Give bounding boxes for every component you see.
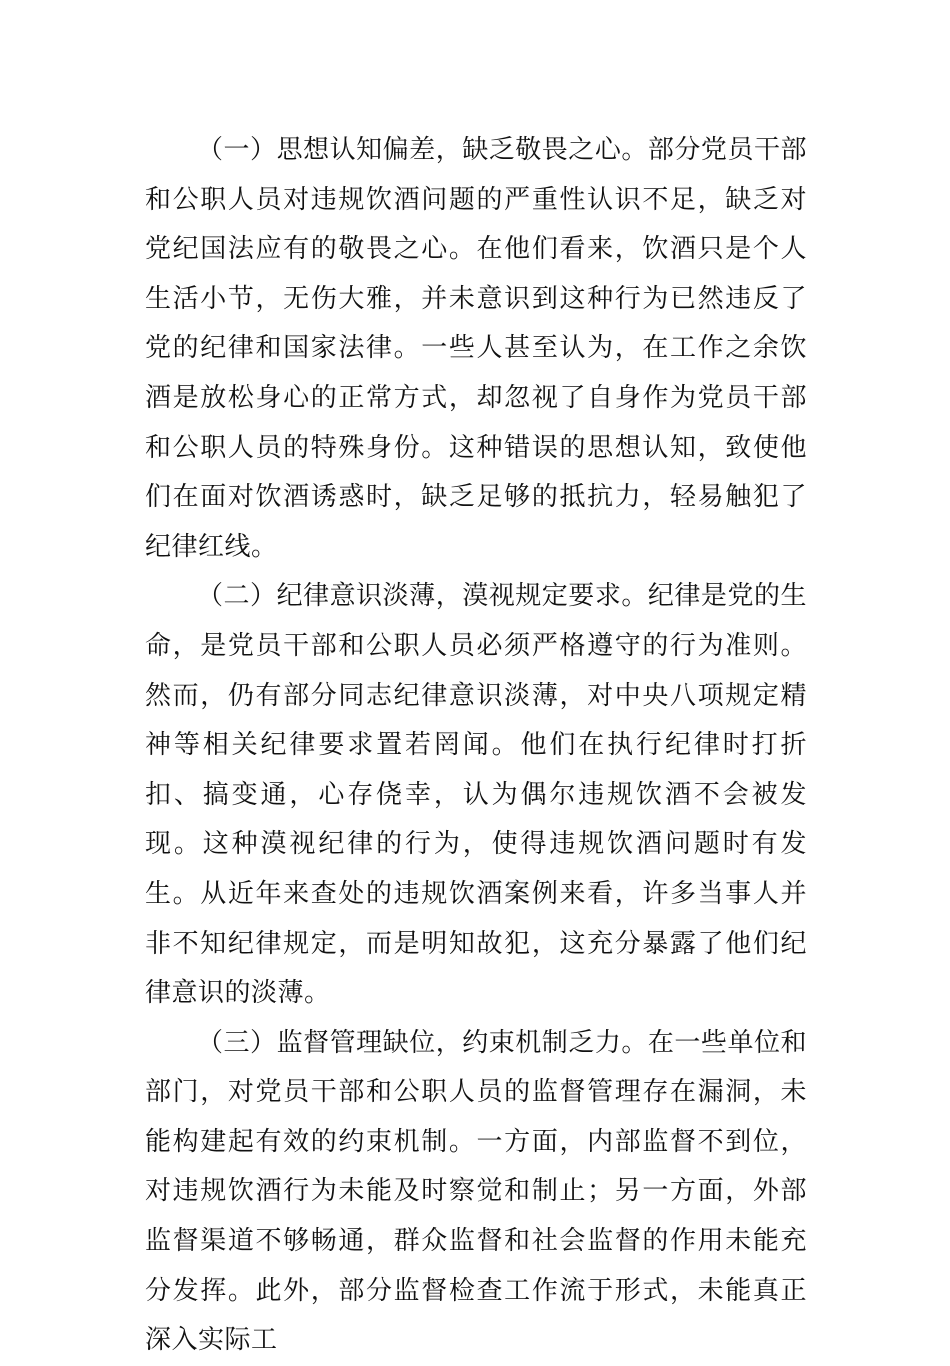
paragraph-3: （三）监督管理缺位，约束机制乏力。在一些单位和部门，对党员干部和公职人员的监督管理存在漏洞，未能构建起有效的约束机制。一方面，内部监督不到位，对违规饮酒行为未能及时察觉和制止；另一方面，外部监督渠道不够畅通，群众监督和社会监督的作用未能充分发挥。此外，部分监督检查工作流于形式，未能真正深入实际工 [145,1027,807,1356]
paragraph-2: （二）纪律意识淡薄，漠视规定要求。纪律是党的生命，是党员干部和公职人员必须严格遵守的行为准则。然而，仍有部分同志纪律意识淡薄，对中央八项规定精神等相关纪律要求置若罔闻。他们在执行纪律时打折扣、搞变通，心存侥幸，认为偶尔违规饮酒不会被发现。这种漠视纪律的行为，使得违规饮酒问题时有发生。从近年来查处的违规饮酒案例来看，许多当事人并非不知纪律规定，而是明知故犯，这充分暴露了他们纪律意识的淡薄。 [145,581,807,1009]
paragraph-1: （一）思想认知偏差，缺乏敬畏之心。部分党员干部和公职人员对违规饮酒问题的严重性认识不足，缺乏对党纪国法应有的敬畏之心。在他们看来，饮酒只是个人生活小节，无伤大雅，并未意识到这种行为已然违反了党的纪律和国家法律。一些人甚至认为，在工作之余饮酒是放松身心的正常方式，却忽视了自身作为党员干部和公职人员的特殊身份。这种错误的思想认知，致使他们在面对饮酒诱惑时，缺乏足够的抵抗力，轻易触犯了纪律红线。 [145,135,807,562]
document-body [145,126,807,1366]
